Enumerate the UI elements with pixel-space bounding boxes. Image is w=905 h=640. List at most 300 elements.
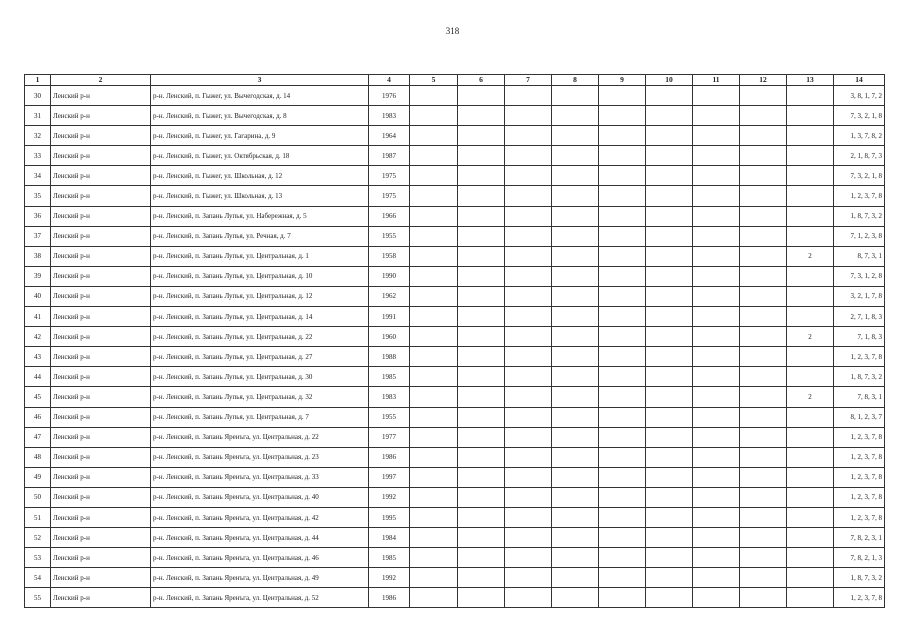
year-cell: 1985 [369,367,410,387]
table-row [25,507,885,527]
empty-cell [599,126,646,146]
empty-cell [552,347,599,367]
empty-cell [410,146,458,166]
year-cell: 1958 [369,246,410,266]
address-cell: р-н. Ленский, п. Запань Яренъга, ул. Центральная, д. 33 [151,467,369,487]
year-cell: 1985 [369,548,410,568]
column-14-cell: 7, 3, 1, 2, 8 [834,266,885,286]
table-row [25,487,885,507]
empty-cell [693,206,740,226]
empty-cell [505,186,552,206]
table-row [25,186,885,206]
empty-cell [740,467,787,487]
empty-cell [552,467,599,487]
empty-cell [458,186,505,206]
empty-cell [740,206,787,226]
row-number-cell: 45 [25,387,51,407]
empty-cell [410,327,458,347]
address-cell: р-н. Ленский, п. Запань Лупья, ул. Центральная, д. 1 [151,246,369,266]
empty-cell [505,367,552,387]
empty-cell [693,487,740,507]
address-cell: р-н. Ленский, п. Запань Лупья, ул. Центральная, д. 12 [151,286,369,306]
column-13-cell [787,407,834,427]
empty-cell [646,327,693,347]
empty-cell [410,588,458,608]
district-cell: Ленский р-н [51,407,151,427]
empty-cell [693,507,740,527]
empty-cell [458,548,505,568]
empty-cell [740,507,787,527]
column-13-cell [787,447,834,467]
year-cell: 1992 [369,487,410,507]
district-cell: Ленский р-н [51,528,151,548]
column-13-cell [787,548,834,568]
empty-cell [458,146,505,166]
empty-cell [599,166,646,186]
empty-cell [693,387,740,407]
address-cell: р-н. Ленский, п. Гыжег, ул. Гагарина, д. 9 [151,126,369,146]
empty-cell [740,327,787,347]
empty-cell [410,447,458,467]
empty-cell [646,146,693,166]
row-number-cell: 54 [25,568,51,588]
empty-cell [693,307,740,327]
table-row [25,126,885,146]
year-cell: 1995 [369,507,410,527]
empty-cell [693,266,740,286]
address-cell: р-н. Ленский, п. Запань Лупья, ул. Речная, д. 7 [151,226,369,246]
empty-cell [599,186,646,206]
column-header-6: 6 [458,75,505,86]
empty-cell [740,588,787,608]
year-cell: 1986 [369,447,410,467]
empty-cell [646,347,693,367]
empty-cell [505,266,552,286]
empty-cell [410,206,458,226]
address-cell: р-н. Ленский, п. Запань Яренъга, ул. Центральная, д. 42 [151,507,369,527]
column-13-cell [787,568,834,588]
empty-cell [458,106,505,126]
empty-cell [599,528,646,548]
empty-cell [458,387,505,407]
empty-cell [740,186,787,206]
column-14-cell: 1, 2, 3, 7, 8 [834,347,885,367]
column-13-cell [787,487,834,507]
district-cell: Ленский р-н [51,146,151,166]
column-header-2: 2 [51,75,151,86]
empty-cell [410,106,458,126]
district-cell: Ленский р-н [51,487,151,507]
year-cell: 1975 [369,166,410,186]
empty-cell [552,528,599,548]
empty-cell [505,387,552,407]
empty-cell [505,347,552,367]
table-row [25,286,885,306]
empty-cell [693,186,740,206]
table-row [25,427,885,447]
district-cell: Ленский р-н [51,387,151,407]
year-cell: 1987 [369,146,410,166]
empty-cell [505,528,552,548]
empty-cell [458,126,505,146]
empty-cell [693,568,740,588]
column-13-cell [787,528,834,548]
table-row [25,447,885,467]
district-cell: Ленский р-н [51,548,151,568]
empty-cell [552,548,599,568]
column-header-13: 13 [787,75,834,86]
empty-cell [410,186,458,206]
column-13-cell [787,467,834,487]
empty-cell [646,86,693,106]
table-row [25,568,885,588]
empty-cell [458,588,505,608]
empty-cell [410,246,458,266]
table-row [25,307,885,327]
district-cell: Ленский р-н [51,126,151,146]
row-number-cell: 50 [25,487,51,507]
table-row [25,407,885,427]
empty-cell [599,447,646,467]
column-14-cell: 7, 8, 2, 3, 1 [834,528,885,548]
empty-cell [599,487,646,507]
address-cell: р-н. Ленский, п. Гыжег, ул. Школьная, д. 12 [151,166,369,186]
empty-cell [740,146,787,166]
empty-cell [410,286,458,306]
row-number-cell: 52 [25,528,51,548]
empty-cell [410,367,458,387]
empty-cell [693,588,740,608]
column-14-cell: 7, 3, 2, 1, 8 [834,166,885,186]
empty-cell [505,548,552,568]
empty-cell [599,286,646,306]
data-table [24,74,885,608]
row-number-cell: 46 [25,407,51,427]
empty-cell [458,528,505,548]
address-cell: р-н. Ленский, п. Запань Яренъга, ул. Центральная, д. 49 [151,568,369,588]
empty-cell [552,186,599,206]
empty-cell [740,367,787,387]
column-header-12: 12 [740,75,787,86]
table-row [25,327,885,347]
column-13-cell [787,266,834,286]
empty-cell [505,327,552,347]
empty-cell [599,206,646,226]
empty-cell [646,487,693,507]
row-number-cell: 43 [25,347,51,367]
empty-cell [646,447,693,467]
empty-cell [410,528,458,548]
address-cell: р-н. Ленский, п. Запань Лупья, ул. Центральная, д. 7 [151,407,369,427]
empty-cell [458,166,505,186]
empty-cell [740,226,787,246]
column-14-cell: 2, 1, 8, 7, 3 [834,146,885,166]
empty-cell [740,166,787,186]
row-number-cell: 53 [25,548,51,568]
empty-cell [599,226,646,246]
column-13-cell [787,347,834,367]
empty-cell [505,286,552,306]
year-cell: 1991 [369,307,410,327]
empty-cell [599,347,646,367]
table-row [25,86,885,106]
district-cell: Ленский р-н [51,447,151,467]
empty-cell [740,126,787,146]
column-14-cell: 1, 8, 7, 3, 2 [834,367,885,387]
address-cell: р-н. Ленский, п. Запань Лупья, ул. Центральная, д. 22 [151,327,369,347]
row-number-cell: 39 [25,266,51,286]
empty-cell [505,166,552,186]
row-number-cell: 31 [25,106,51,126]
empty-cell [552,327,599,347]
empty-cell [552,146,599,166]
empty-cell [740,447,787,467]
empty-cell [693,347,740,367]
empty-cell [410,467,458,487]
year-cell: 1976 [369,86,410,106]
column-14-cell: 1, 2, 3, 7, 8 [834,427,885,447]
column-14-cell: 8, 1, 2, 3, 7 [834,407,885,427]
empty-cell [646,307,693,327]
empty-cell [599,507,646,527]
empty-cell [740,266,787,286]
address-cell: р-н. Ленский, п. Гыжег, ул. Школьная, д. 13 [151,186,369,206]
empty-cell [646,286,693,306]
district-cell: Ленский р-н [51,86,151,106]
year-cell: 1955 [369,407,410,427]
empty-cell [410,307,458,327]
empty-cell [552,588,599,608]
column-14-cell: 7, 1, 2, 3, 8 [834,226,885,246]
column-header-9: 9 [599,75,646,86]
empty-cell [410,427,458,447]
year-cell: 1955 [369,226,410,246]
empty-cell [693,226,740,246]
empty-cell [552,307,599,327]
address-cell: р-н. Ленский, п. Запань Лупья, ул. Набережная, д. 5 [151,206,369,226]
empty-cell [410,407,458,427]
empty-cell [693,327,740,347]
district-cell: Ленский р-н [51,286,151,306]
row-number-cell: 42 [25,327,51,347]
column-header-14: 14 [834,75,885,86]
empty-cell [552,568,599,588]
address-cell: р-н. Ленский, п. Запань Яренъга, ул. Центральная, д. 52 [151,588,369,608]
table-row [25,588,885,608]
column-header-11: 11 [693,75,740,86]
table-row [25,206,885,226]
table-row [25,266,885,286]
empty-cell [693,367,740,387]
empty-cell [693,246,740,266]
empty-cell [693,166,740,186]
district-cell: Ленский р-н [51,367,151,387]
empty-cell [740,427,787,447]
empty-cell [505,407,552,427]
empty-cell [505,86,552,106]
empty-cell [505,487,552,507]
empty-cell [599,266,646,286]
column-14-cell: 1, 2, 3, 7, 8 [834,487,885,507]
empty-cell [599,246,646,266]
empty-cell [693,528,740,548]
year-cell: 1986 [369,588,410,608]
empty-cell [458,206,505,226]
empty-cell [505,427,552,447]
empty-cell [599,387,646,407]
empty-cell [646,367,693,387]
empty-cell [740,286,787,306]
empty-cell [599,568,646,588]
empty-cell [599,427,646,447]
column-14-cell: 1, 2, 3, 7, 8 [834,447,885,467]
address-cell: р-н. Ленский, п. Запань Яренъга, ул. Центральная, д. 46 [151,548,369,568]
empty-cell [505,588,552,608]
empty-cell [740,246,787,266]
address-cell: р-н. Ленский, п. Запань Лупья, ул. Центральная, д. 27 [151,347,369,367]
column-header-3: 3 [151,75,369,86]
empty-cell [740,106,787,126]
year-cell: 1988 [369,347,410,367]
empty-cell [552,246,599,266]
empty-cell [740,548,787,568]
empty-cell [646,226,693,246]
column-header-1: 1 [25,75,51,86]
column-14-cell: 2, 7, 1, 8, 3 [834,307,885,327]
column-13-cell [787,106,834,126]
empty-cell [505,447,552,467]
row-number-cell: 40 [25,286,51,306]
address-cell: р-н. Ленский, п. Запань Яренъга, ул. Центральная, д. 23 [151,447,369,467]
empty-cell [458,427,505,447]
table-header-row [25,75,885,86]
empty-cell [646,548,693,568]
district-cell: Ленский р-н [51,507,151,527]
district-cell: Ленский р-н [51,206,151,226]
empty-cell [599,467,646,487]
column-13-cell [787,126,834,146]
year-cell: 1983 [369,387,410,407]
table-row [25,467,885,487]
empty-cell [646,266,693,286]
empty-cell [646,427,693,447]
empty-cell [458,286,505,306]
empty-cell [740,387,787,407]
row-number-cell: 44 [25,367,51,387]
column-14-cell: 7, 8, 2, 1, 3 [834,548,885,568]
empty-cell [599,407,646,427]
column-header-5: 5 [410,75,458,86]
row-number-cell: 37 [25,226,51,246]
column-header-7: 7 [505,75,552,86]
empty-cell [552,86,599,106]
empty-cell [740,307,787,327]
empty-cell [646,166,693,186]
empty-cell [693,146,740,166]
empty-cell [693,106,740,126]
district-cell: Ленский р-н [51,588,151,608]
year-cell: 1960 [369,327,410,347]
table-row [25,166,885,186]
row-number-cell: 47 [25,427,51,447]
row-number-cell: 33 [25,146,51,166]
empty-cell [552,206,599,226]
column-13-cell [787,588,834,608]
year-cell: 1966 [369,206,410,226]
column-14-cell: 7, 8, 3, 1 [834,387,885,407]
column-13-cell [787,226,834,246]
empty-cell [552,106,599,126]
column-header-10: 10 [646,75,693,86]
empty-cell [646,246,693,266]
year-cell: 1992 [369,568,410,588]
row-number-cell: 55 [25,588,51,608]
empty-cell [505,568,552,588]
column-14-cell: 7, 1, 8, 3 [834,327,885,347]
year-cell: 1997 [369,467,410,487]
empty-cell [458,266,505,286]
empty-cell [740,347,787,367]
address-cell: р-н. Ленский, п. Гыжег, ул. Вычегодская, д. 8 [151,106,369,126]
district-cell: Ленский р-н [51,327,151,347]
empty-cell [693,427,740,447]
column-13-cell: 2 [787,387,834,407]
empty-cell [599,307,646,327]
row-number-cell: 48 [25,447,51,467]
empty-cell [693,467,740,487]
empty-cell [458,246,505,266]
address-cell: р-н. Ленский, п. Запань Яренъга, ул. Центральная, д. 40 [151,487,369,507]
row-number-cell: 35 [25,186,51,206]
year-cell: 1984 [369,528,410,548]
district-cell: Ленский р-н [51,246,151,266]
empty-cell [693,447,740,467]
empty-cell [552,226,599,246]
district-cell: Ленский р-н [51,106,151,126]
empty-cell [740,528,787,548]
year-cell: 1983 [369,106,410,126]
empty-cell [410,347,458,367]
column-header-4: 4 [369,75,410,86]
empty-cell [552,126,599,146]
address-cell: р-н. Ленский, п. Запань Яренъга, ул. Центральная, д. 44 [151,528,369,548]
empty-cell [505,126,552,146]
column-13-cell [787,507,834,527]
empty-cell [458,507,505,527]
column-13-cell [787,86,834,106]
table-row [25,548,885,568]
address-cell: р-н. Ленский, п. Гыжег, ул. Вычегодская, д. 14 [151,86,369,106]
table-body [25,86,885,608]
column-13-cell [787,186,834,206]
column-14-cell: 1, 8, 7, 3, 2 [834,206,885,226]
empty-cell [505,246,552,266]
empty-cell [552,367,599,387]
empty-cell [410,487,458,507]
empty-cell [693,286,740,306]
table-row [25,387,885,407]
column-13-cell: 2 [787,246,834,266]
district-cell: Ленский р-н [51,427,151,447]
empty-cell [646,126,693,146]
empty-cell [410,568,458,588]
empty-cell [458,327,505,347]
address-cell: р-н. Ленский, п. Запань Лупья, ул. Центральная, д. 10 [151,266,369,286]
table-row [25,106,885,126]
empty-cell [552,266,599,286]
empty-cell [599,588,646,608]
empty-cell [458,447,505,467]
